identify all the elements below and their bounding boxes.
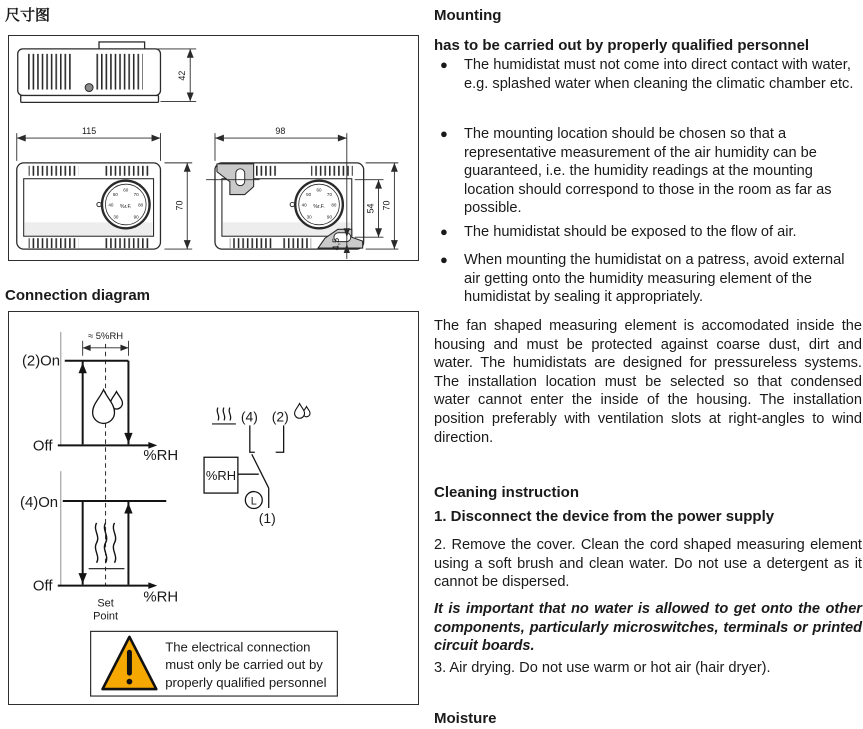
axis-label: %RH (143, 588, 179, 606)
cleaning-step-3: 3. Air drying. Do not use warm or hot air (hair dryer). (434, 660, 771, 676)
water-drops-icon-small (295, 404, 310, 419)
right-column (434, 0, 862, 727)
svg-text:90: 90 (133, 214, 139, 220)
bullet-text: The mounting location should be chosen so that a representative measurement of the air humidity can be guaranteed, i.e. the humidity readings at the mounting location should correspond to those in the room as far as possible. (464, 126, 832, 217)
bullet-icon: ● (440, 57, 448, 72)
cleaning-title: Cleaning instruction (434, 484, 580, 501)
mounting-bullet-1 (434, 56, 862, 93)
bullet-icon: ● (440, 224, 448, 239)
svg-text:60: 60 (123, 187, 129, 193)
svg-text:80: 80 (331, 202, 337, 208)
bullet-text: When mounting the humidistat on a patress, avoid external air getting onto the humidity measuring element of the humidistat by sealing it appropriately. (464, 252, 845, 306)
bullet-icon: ● (440, 126, 448, 141)
svg-text:30: 30 (113, 214, 119, 220)
cleaning-step-2: 2. Remove the cover. Clean the cord shaped measuring element using a soft brush and clean water. Do not use a detergent as it cannot be dispersed. (434, 537, 862, 591)
arrow-up (78, 363, 86, 373)
connection-diagram-box (8, 311, 419, 705)
hysteresis-label: ≈ 5%RH (88, 330, 124, 342)
side-view (18, 42, 161, 102)
important-note: It is important that no water is allowed to get onto the other components, particularly microswitches, terminals or printed circuit boards. (434, 601, 862, 655)
dim-side-height: 42 (177, 70, 188, 81)
dim-115 (17, 133, 161, 161)
next-section-title-clipped: Moisture (434, 710, 497, 727)
dim-right-width: 98 (275, 126, 286, 137)
setpoint-label-1: Set (97, 597, 114, 610)
switch-blade (252, 454, 269, 488)
warning-line-3: properly qualified personnel (165, 675, 327, 691)
mounting-bullet-3 (434, 223, 862, 242)
connection-diagram-title: Connection diagram (5, 287, 151, 304)
cleaning-step-1: 1. Disconnect the device from the power supply (434, 508, 775, 525)
mounting-bullet-4 (434, 251, 862, 307)
arrow-up (124, 503, 132, 513)
heat-waves-icon-small (212, 408, 236, 424)
switch-circuit (204, 404, 310, 526)
svg-text:70: 70 (326, 192, 332, 198)
dimension-drawing (9, 36, 418, 260)
svg-text:40: 40 (301, 202, 307, 208)
bullet-text: The humidistat should be exposed to the flow of air. (464, 224, 797, 240)
warning-line-2: must only be carried out by (165, 657, 323, 673)
svg-text:70: 70 (133, 192, 139, 198)
off-label: Off (32, 577, 53, 595)
mounting-title: Mounting (434, 7, 502, 24)
dim-right-height: 70 (381, 200, 392, 211)
bullet-icon: ● (440, 252, 448, 267)
graph-dehumidify (20, 471, 178, 622)
svg-text:30: 30 (306, 214, 312, 220)
dial-center-label: %r.F. (313, 203, 325, 210)
dim-lug-offset: 4,5 (330, 237, 341, 251)
connection-diagram (9, 312, 418, 704)
setpoint-label-2: Point (93, 610, 119, 623)
bullet-text: The humidistat must not come into direct contact with water, e.g. splashed water when cleaning the climatic chamber etc. (464, 57, 854, 92)
svg-text:80: 80 (138, 202, 144, 208)
warning-note (91, 631, 338, 696)
svg-text:90: 90 (326, 214, 332, 220)
svg-text:40: 40 (108, 202, 114, 208)
rh-sensor-label: %RH (205, 468, 237, 484)
arrow-down (124, 433, 132, 443)
dim-right-inner-height: 54 (365, 203, 376, 214)
mounting-bullet-2 (434, 125, 862, 218)
load-label: L (250, 495, 257, 508)
arrow-down (78, 573, 86, 583)
on-label: (2)On (21, 352, 61, 370)
mounting-subtitle: has to be carried out by properly qualified personnel (434, 37, 810, 54)
heat-waves-icon (89, 523, 125, 569)
dial-center-label: %r.F. (120, 203, 132, 210)
dimension-drawing-box (8, 35, 419, 261)
terminal-heat-label: (4) (240, 408, 258, 425)
dimension-drawing-title: 尺寸图 (5, 7, 51, 24)
terminal-humid-label: (2) (271, 408, 289, 425)
water-drops-icon (93, 390, 123, 424)
dim-front-width: 115 (82, 126, 97, 137)
on-label: (4)On (19, 494, 59, 512)
warning-line-1: The electrical connection (165, 639, 311, 655)
svg-text:50: 50 (306, 192, 312, 198)
left-column (0, 0, 430, 716)
graph-humidify (22, 331, 178, 464)
terminal-common-label: (1) (258, 509, 276, 526)
dim-front-height: 70 (174, 200, 185, 211)
svg-text:60: 60 (316, 187, 322, 193)
off-label: Off (32, 437, 53, 455)
measuring-element-paragraph: The fan shaped measuring element is accomodated inside the housing and must be protected against coarse dust, dirt and water. The humidistats are designed for pressureless systems. The installation location must be selected so that condensed water cannot enter the inside of the housing. The installation position preferably with ventilation slots at right-angles to wind direction. (434, 318, 862, 446)
axis-label: %RH (143, 447, 179, 465)
front-view-lugs (215, 163, 364, 249)
svg-text:50: 50 (112, 192, 118, 198)
